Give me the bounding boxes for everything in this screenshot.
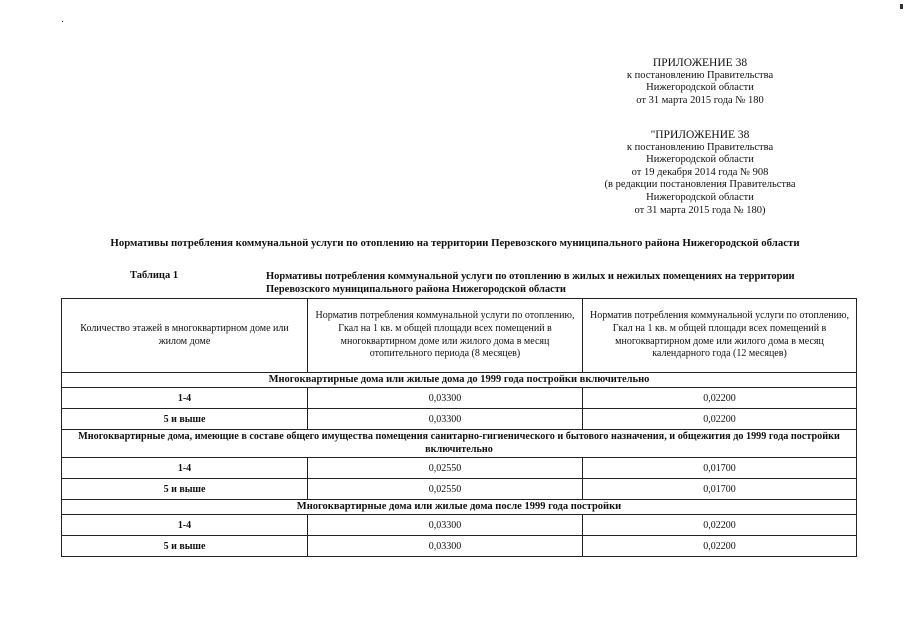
appendix-title: ПРИЛОЖЕНИЕ 38 [652, 57, 748, 69]
section-row [62, 373, 857, 388]
scan-speck [900, 4, 903, 9]
table-header-row [62, 299, 857, 373]
table-row [62, 515, 857, 536]
table-caption: Нормативы потребления коммунальной услуги по отоплению в жилых и нежилых помещениях на территории Перевозского муниципального района Нижегородской области [266, 271, 795, 295]
table-number: Таблица 1 [130, 270, 179, 281]
cell-heating-8: 0,03300 [308, 515, 583, 536]
table-row [62, 536, 857, 557]
cell-heating-12: 0,02200 [583, 515, 857, 536]
section-title: Многоквартирные дома, имеющие в составе общего имущества помещения санитарно-гигиенического и бытового назначения, и общежития до 1999 года постройки включительно [62, 430, 857, 458]
cell-floors: 5 и выше [62, 409, 308, 430]
table-row [62, 409, 857, 430]
cell-floors: 1-4 [62, 515, 308, 536]
cell-heating-12: 0,02200 [583, 409, 857, 430]
section-title: Многоквартирные дома или жилые дома до 1999 года постройки включительно [62, 373, 857, 388]
section-row [62, 500, 857, 515]
appendix-line: от 19 декабря 2014 года № 908 [631, 166, 769, 178]
header-heating-8-months: Норматив потребления коммунальной услуги по отоплению, Гкал на 1 кв. м общей площади всех помещений в многоквартирном доме или жилого дома в месяц отопительного периода (8 месяцев) [308, 299, 583, 373]
table-row [62, 479, 857, 500]
appendix-line: к постановлению Правительства [626, 69, 774, 81]
document-title: Нормативы потребления коммунальной услуги по отоплению на территории Перевозского муниципального района Нижегородской области [110, 237, 800, 249]
cell-heating-8: 0,02550 [308, 458, 583, 479]
appendix-line: Нижегородской области [646, 82, 754, 94]
appendix-line: Нижегородской области [646, 154, 754, 166]
section-title: Многоквартирные дома или жилые дома после 1999 года постройки [62, 500, 857, 515]
header-floors: Количество этажей в многоквартирном доме или жилом доме [62, 299, 308, 373]
appendix-line: Нижегородской области [646, 191, 754, 203]
cell-heating-8: 0,03300 [308, 409, 583, 430]
cell-heating-8: 0,03300 [308, 536, 583, 557]
appendix-line: от 31 марта 2015 года № 180) [634, 204, 766, 216]
cell-heating-12: 0,02200 [583, 388, 857, 409]
section-row [62, 430, 857, 458]
table-row [62, 458, 857, 479]
cell-heating-12: 0,01700 [583, 458, 857, 479]
cell-floors: 1-4 [62, 388, 308, 409]
appendix-line: (в редакции постановления Правительства [604, 179, 796, 191]
scan-speck [62, 21, 63, 22]
header-heating-12-months: Норматив потребления коммунальной услуги по отоплению, Гкал на 1 кв. м общей площади всех помещений в многоквартирном доме или жилого дома в месяц календарного года (12 месяцев) [583, 299, 857, 373]
cell-heating-12: 0,02200 [583, 536, 857, 557]
appendix-line: к постановлению Правительства [626, 141, 774, 153]
cell-heating-8: 0,03300 [308, 388, 583, 409]
cell-floors: 5 и выше [62, 479, 308, 500]
appendix-line: от 31 марта 2015 года № 180 [636, 94, 764, 106]
cell-heating-8: 0,02550 [308, 479, 583, 500]
cell-heating-12: 0,01700 [583, 479, 857, 500]
table-row [62, 388, 857, 409]
norms-table [61, 298, 857, 557]
appendix-block-current [585, 57, 815, 107]
cell-floors: 1-4 [62, 458, 308, 479]
appendix-block-original [560, 129, 840, 217]
appendix-title: "ПРИЛОЖЕНИЕ 38 [650, 129, 750, 141]
cell-floors: 5 и выше [62, 536, 308, 557]
